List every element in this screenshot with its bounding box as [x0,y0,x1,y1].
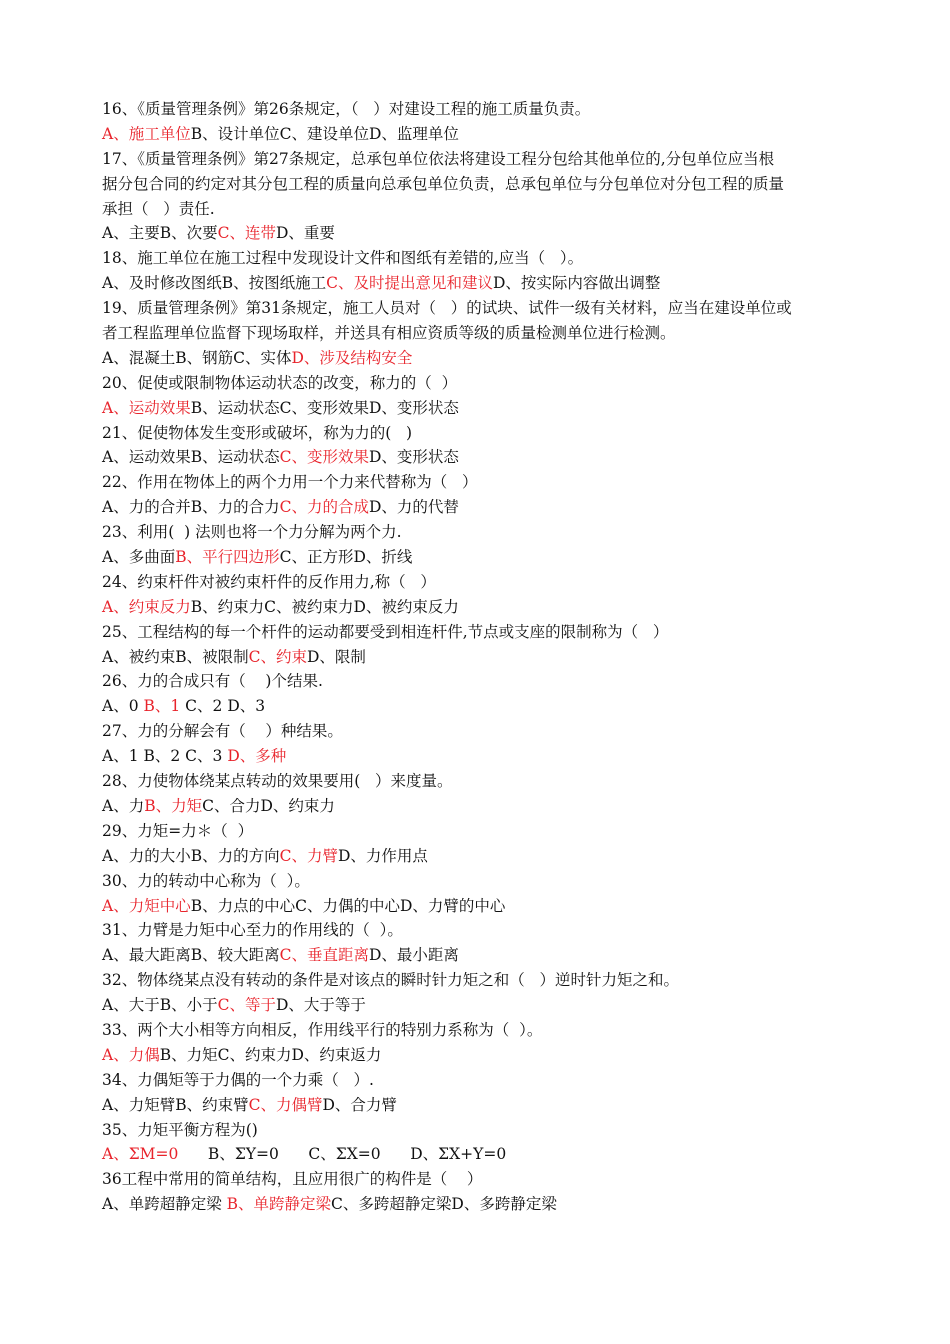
text-segment: 20、促使或限制物体运动状态的改变，称力的（ ） [102,373,458,392]
text-line [102,147,862,172]
text-segment: D、按实际内容做出调整 [492,274,661,293]
text-segment: C、多跨超静定梁D、多跨静定梁 [331,1195,557,1214]
text-segment: A、力 [102,796,145,815]
text-segment: A、及时修改图纸B、按图纸施工 [102,274,327,293]
text-line [102,445,862,470]
text-segment: 34、力偶矩等于力偶的一个力乘（ ）. [102,1070,374,1089]
answer-text: A、施工单位 [102,124,191,143]
text-line [102,993,862,1018]
text-segment: 19、质量管理条例》第31条规定，施工人员对（ ）的试块、试件一级有关材料，应当在建设单位或 [102,299,792,318]
text-segment: A、运动效果B、运动状态 [102,448,280,467]
text-line [102,968,862,993]
text-line [102,570,862,595]
answer-text: D、多种 [227,747,287,766]
text-segment: A、被约束B、被限制 [102,647,249,666]
text-segment: B、力点的中心C、力偶的中心D、力臂的中心 [190,896,506,915]
answer-text: A、力矩中心 [102,896,191,915]
text-segment: B、ΣY=0 C、ΣX=0 D、ΣX+Y=0 [178,1145,507,1164]
text-segment: 30、力的转动中心称为（ ）。 [102,871,310,890]
text-line [102,346,862,371]
text-line [102,495,862,520]
text-line [102,694,862,719]
text-segment: 24、约束杆件对被约束杆件的反作用力,称（ ） [102,572,436,591]
text-segment: 27、力的分解会有（ ）种结果。 [102,722,343,741]
text-segment: B、设计单位C、建设单位D、监理单位 [190,124,459,143]
answer-text: A、ΣM=0 [102,1145,179,1164]
text-line [102,122,862,147]
text-line [102,321,862,346]
text-line [102,172,862,197]
text-line [102,595,862,620]
answer-text: C、连带 [217,224,276,243]
text-segment: A、0 [102,697,144,716]
answer-text: B、单跨静定梁 [226,1195,332,1214]
answer-text: B、力矩 [144,796,203,815]
answer-text: C、变形效果 [279,448,369,467]
text-segment: 35、力矩平衡方程为() [102,1120,258,1139]
text-line [102,1118,862,1143]
text-segment: C、2 D、3 [180,697,266,716]
answer-text: C、力偶臂 [248,1095,323,1114]
text-line [102,620,862,645]
text-segment: 28、力使物体绕某点转动的效果要用( ）来度量。 [102,772,453,791]
text-line [102,1093,862,1118]
answer-text: C、等于 [217,996,276,1015]
text-line [102,819,862,844]
text-segment: A、1 B、2 C、3 [102,747,228,766]
answer-text: A、运动效果 [102,398,191,417]
answer-text: A、力偶 [102,1045,160,1064]
answer-text: A、约束反力 [102,597,191,616]
text-segment: 18、施工单位在施工过程中发现设计文件和图纸有差错的,应当（ ）。 [102,249,584,268]
text-segment: 17、《质量管理条例》第27条规定，总承包单位依法将建设工程分包给其他单位的,分包单位应当根 [102,149,775,168]
text-line [102,1142,862,1167]
text-segment: A、力的合并B、力的合力 [102,498,280,517]
text-line [102,221,862,246]
text-segment: 16、《质量管理条例》第26条规定，（ ）对建设工程的施工质量负责。 [102,100,591,118]
text-segment: B、运动状态C、变形效果D、变形状态 [190,398,459,417]
text-segment: 32、物体绕某点没有转动的条件是对该点的瞬时针力矩之和（ ）逆时针力矩之和。 [102,971,680,990]
text-segment: 31、力臂是力矩中心至力的作用线的（ ）。 [102,921,403,940]
text-segment: A、大于B、小于 [102,996,218,1015]
text-segment: 33、两个大小相等方向相反，作用线平行的特别力系称为（ ）。 [102,1020,543,1039]
text-segment: B、力矩C、约束力D、约束返力 [159,1045,382,1064]
text-segment: D、力的代替 [368,498,459,517]
text-segment: A、主要B、次要 [102,224,218,243]
text-line [102,271,862,296]
text-segment: C、正方形D、折线 [279,548,413,567]
text-segment: D、最小距离 [368,946,459,965]
answer-text: C、力的合成 [279,498,369,517]
text-segment: D、力作用点 [337,846,428,865]
text-line [102,918,862,943]
text-segment: A、混凝土B、钢筋C、实体 [102,348,292,367]
text-line [102,296,862,321]
answer-text: C、力臂 [279,846,338,865]
text-line [102,396,862,421]
answer-text: D、涉及结构安全 [291,348,413,367]
text-segment: 25、工程结构的每一个杆件的运动都要受到相连杆件,节点或支座的限制称为（ ） [102,622,669,641]
text-segment: 26、力的合成只有（ )个结果. [102,672,323,691]
text-line [102,844,862,869]
answer-text: C、垂直距离 [279,946,369,965]
text-segment: 据分包合同的约定对其分包工程的质量向总承包单位负责，总承包单位与分包单位对分包工程的质量 [102,174,785,193]
text-segment: A、力的大小B、力的方向 [102,846,280,865]
text-segment: 29、力矩=力＊（ ） [102,821,254,840]
text-line [102,769,862,794]
text-line [102,1018,862,1043]
answer-text: C、约束 [248,647,307,666]
text-line [102,246,862,271]
text-segment: D、重要 [275,224,335,243]
text-line [102,1167,862,1192]
text-line [102,197,862,222]
text-line [102,1043,862,1068]
text-line [102,894,862,919]
text-segment: A、力矩臂B、约束臂 [102,1095,249,1114]
text-line [102,421,862,446]
text-segment: A、最大距离B、较大距离 [102,946,280,965]
text-segment: 者工程监理单位监督下现场取样，并送具有相应资质等级的质量检测单位进行检测。 [102,324,676,343]
text-segment: 22、作用在物体上的两个力用一个力来代替称为（ ） [102,473,478,492]
text-line [102,470,862,495]
answer-text: C、及时提出意见和建议 [326,274,493,293]
text-segment: A、单跨超静定梁 [102,1195,227,1214]
text-segment: D、限制 [306,647,366,666]
text-line [102,719,862,744]
text-segment: C、合力D、约束力 [202,796,335,815]
text-segment: B、约束力C、被约束力D、被约束反力 [190,597,459,616]
text-line [102,371,862,396]
text-line [102,1068,862,1093]
answer-text: B、1 [143,697,181,716]
document-body [102,97,862,1217]
answer-text: B、平行四边形 [175,548,280,567]
text-segment: D、变形状态 [368,448,459,467]
text-line [102,794,862,819]
text-line [102,545,862,570]
text-line [102,645,862,670]
text-segment: 承担（ ）责任. [102,199,215,218]
text-segment: D、合力臂 [322,1095,397,1114]
text-segment: 23、利用( ) 法则也将一个力分解为两个力. [102,523,402,542]
text-segment: A、多曲面 [102,548,176,567]
text-segment: D、大于等于 [275,996,366,1015]
text-line [102,869,862,894]
text-line [102,744,862,769]
text-segment: 21、促使物体发生变形或破坏，称为力的( ) [102,423,413,442]
text-segment: 36工程中常用的简单结构，且应用很广的构件是（ ） [102,1170,483,1189]
text-line [102,943,862,968]
text-line [102,97,862,122]
text-line [102,520,862,545]
text-line [102,1192,862,1217]
text-line [102,669,862,694]
